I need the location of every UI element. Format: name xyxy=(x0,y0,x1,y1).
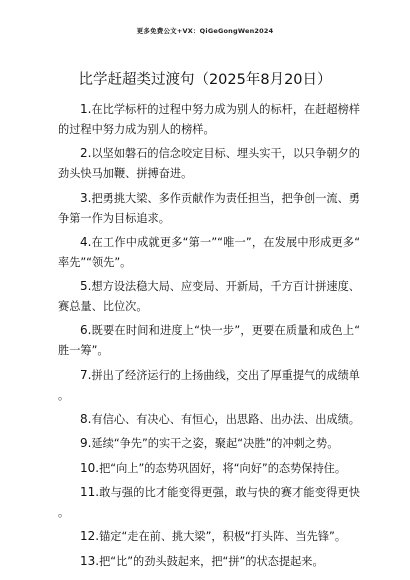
item-text: 把“向上”的态势巩固好，将“向好”的态势保持住。 xyxy=(99,461,347,475)
item-text: 既要在时间和进度上“快一步”，更要在质量和成色上“胜一筹”。 xyxy=(58,324,360,358)
paragraph-list xyxy=(58,99,360,575)
item-number: 10. xyxy=(80,460,100,475)
item-text: 以坚如磐石的信念咬定目标、埋头实干，以只争朝夕的劲头快马加鞭、拼搏奋进。 xyxy=(58,147,360,181)
item-number: 7. xyxy=(80,367,92,382)
list-item xyxy=(58,143,360,184)
list-item xyxy=(58,526,360,547)
item-number: 11. xyxy=(80,484,100,499)
item-text: 想方设法稳大局、应变局、开新局，千方百计拼速度、赛总量、比位次。 xyxy=(58,280,360,314)
item-number: 13. xyxy=(80,553,100,568)
list-item xyxy=(58,482,360,523)
header-note: 更多免费公文+VX：QiGeGongWen2024 xyxy=(136,27,274,35)
list-item xyxy=(58,99,360,140)
item-number: 8. xyxy=(80,412,92,427)
list-item xyxy=(58,276,360,317)
item-text: 拼出了经济运行的上扬曲线，交出了厚重提气的成绩单。 xyxy=(58,368,360,402)
item-text: 延续“争先”的实干之姿，聚起“决胜”的冲刺之势。 xyxy=(91,437,339,451)
item-number: 4. xyxy=(80,234,92,249)
item-text: 在比学标杆的过程中努力成为别人的标杆，在赶超榜样的过程中努力成为别人的榜样。 xyxy=(58,103,360,136)
item-text: 有信心、有决心、有恒心，出思路、出办法、出成绩。 xyxy=(91,413,360,427)
list-item xyxy=(58,458,360,479)
item-text: 把“比”的劲头鼓起来，把“拼”的状态提起来。 xyxy=(99,554,324,568)
list-item xyxy=(58,232,360,273)
list-item xyxy=(58,551,360,572)
list-item xyxy=(58,365,360,406)
item-number: 2. xyxy=(80,146,92,161)
item-text: 敢与强的比才能变得更强，敢与快的赛才能变得更快。 xyxy=(58,485,360,519)
list-item xyxy=(58,320,360,361)
list-item xyxy=(58,188,360,229)
item-text: 锚定“走在前、挑大梁”，积极“打头阵、当先锋”。 xyxy=(99,530,347,544)
list-item xyxy=(58,409,360,430)
item-number: 1. xyxy=(80,102,92,116)
item-text: 把勇挑大梁、多作贡献作为责任担当，把争创一流、勇争第一作为目标追求。 xyxy=(58,191,360,225)
item-number: 6. xyxy=(80,323,92,338)
item-number: 5. xyxy=(80,279,92,294)
item-text: 在工作中成就更多“第一”“唯一”，在发展中形成更多“率先”“领先”。 xyxy=(58,235,360,269)
page-title: 比学赶超类过渡句（2025年8月20日） xyxy=(78,72,332,88)
list-item xyxy=(58,433,360,454)
item-number: 3. xyxy=(80,190,92,205)
item-number: 12. xyxy=(80,529,100,544)
item-number: 9. xyxy=(80,436,92,451)
